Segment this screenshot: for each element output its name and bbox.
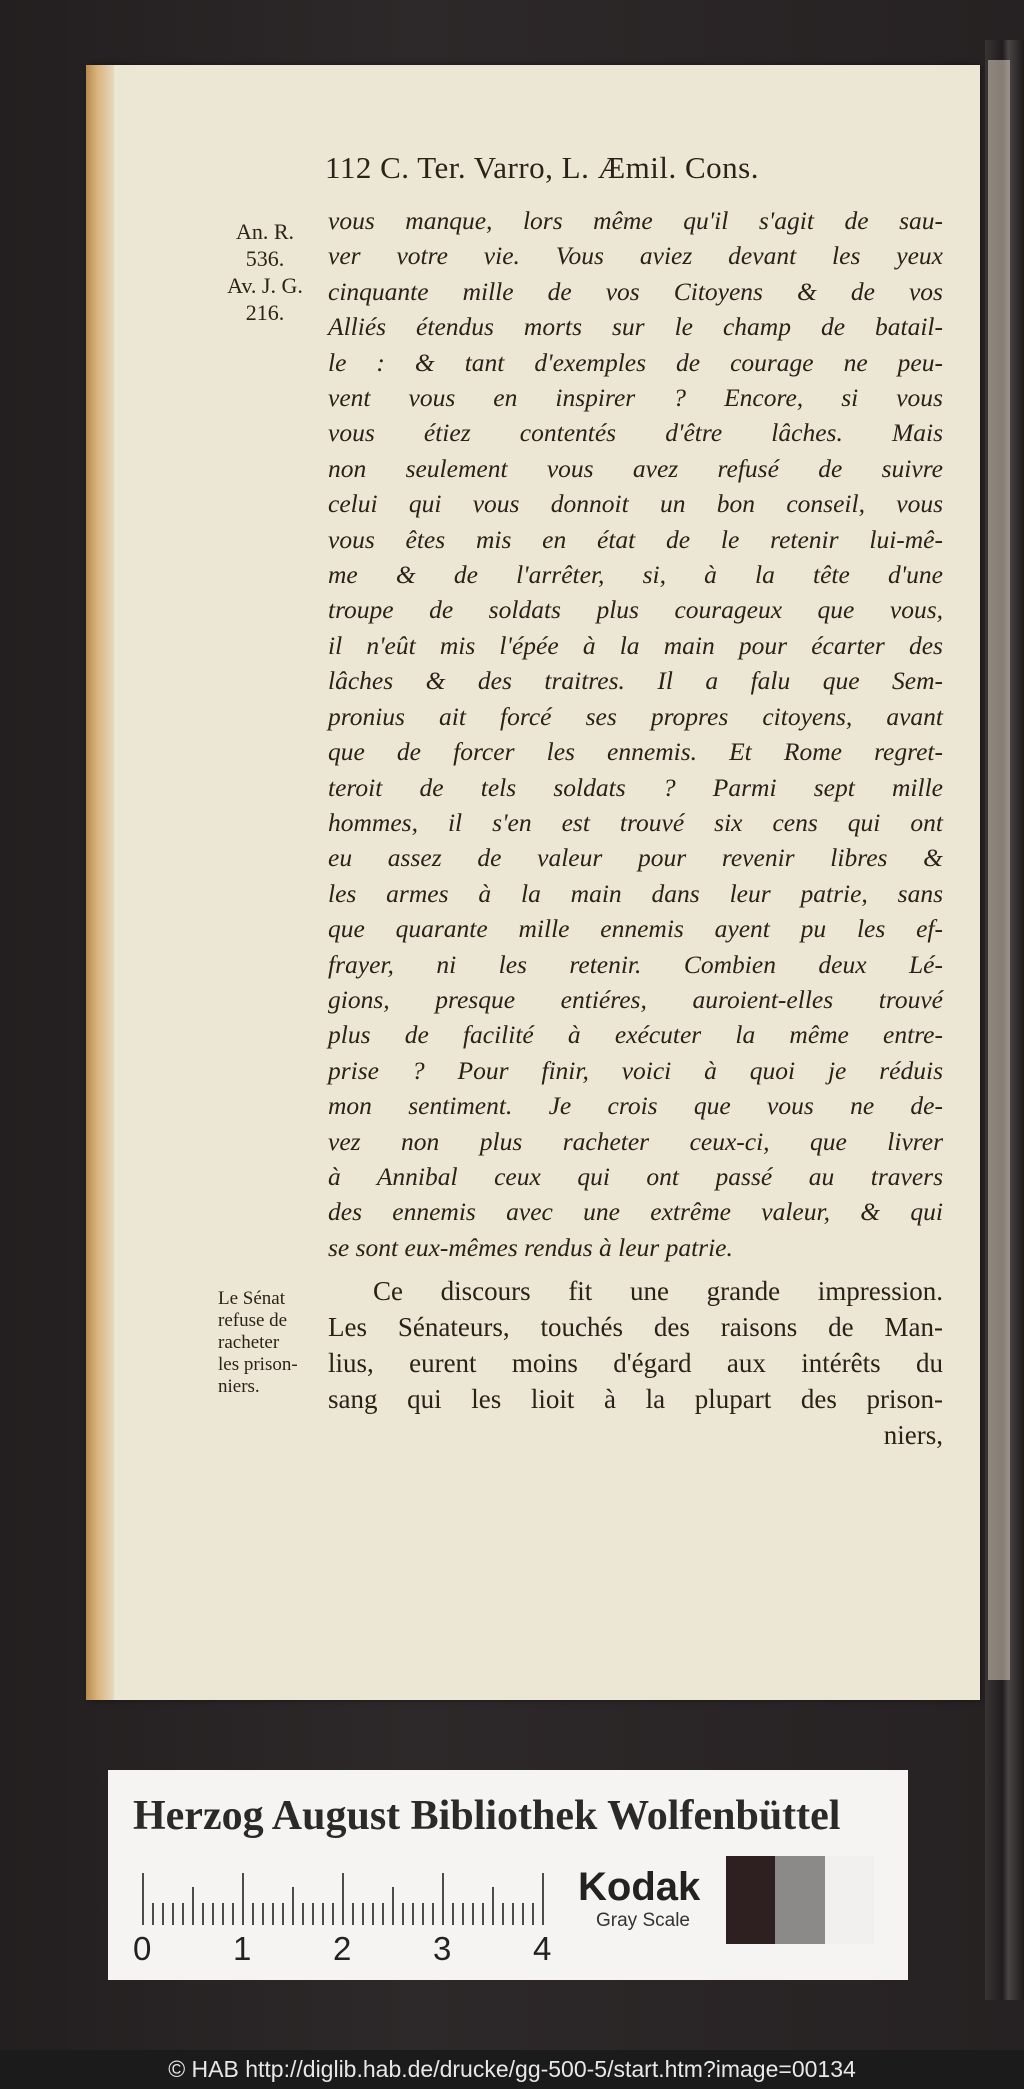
text-line: prise ? Pour finir, voici à quoi je réduis	[328, 1055, 943, 1085]
text-line: troupe de soldats plus courageux que vous,	[328, 595, 943, 625]
text-line: plus de facilité à exécuter la même entre-	[328, 1020, 943, 1050]
text-line: sang qui les lioit à la plupart des prison-	[328, 1384, 943, 1414]
text-line: me & de l'arrêter, si, à la tête d'une	[328, 560, 943, 590]
text-line: gions, presque entiéres, auroient-elles trouvé	[328, 984, 943, 1014]
text-line: refuse de	[218, 1310, 288, 1331]
text-line: hommes, il s'en est trouvé six cens qui ont	[328, 807, 943, 837]
text-line: lius, eurent moins d'égard aux intérêts du	[328, 1348, 943, 1378]
color-calibration-card	[108, 1770, 908, 1980]
ruler-number: 0	[133, 1930, 152, 1967]
text-line: à Annibal ceux qui ont passé au travers	[328, 1161, 943, 1191]
text-line: ver votre vie. Vous aviez devant les yeux	[328, 241, 943, 271]
text-line: vez non plus racheter ceux-ci, que livrer	[328, 1126, 943, 1156]
ruler-number: 2	[333, 1930, 352, 1967]
text-line: cinquante mille de vos Citoyens & de vos	[328, 276, 943, 306]
text-line: eu assez de valeur pour revenir libres &	[328, 843, 943, 873]
text-line: frayer, ni les retenir. Combien deux Lé-	[328, 949, 943, 979]
library-name: Herzog August Bibliothek Wolfenbüttel	[133, 1793, 841, 1839]
page-gutter-edge	[86, 65, 114, 1700]
italic-body-text	[328, 203, 943, 1265]
text-line: pronius ait forcé ses propres citoyens, avant	[328, 701, 943, 731]
margin-date-note: An. R. 536. Av. J. G. 216.	[227, 219, 303, 325]
ruler-scale	[138, 1870, 578, 1930]
text-line: mon sentiment. Je crois que vous ne de-	[328, 1091, 943, 1121]
text-line: il n'eût mis l'épée à la main pour écarter des	[328, 630, 943, 660]
text-line: que de forcer les ennemis. Et Rome regret-	[328, 737, 943, 767]
text-line: Ce discours fit une grande impression.	[373, 1276, 943, 1306]
running-head: 112 C. Ter. Varro, L. Æmil. Cons.	[325, 150, 759, 185]
ruler-number: 1	[233, 1930, 252, 1967]
text-line: vous êtes mis en état de le retenir lui-mê-	[328, 524, 943, 554]
text-line: vent vous en inspirer ? Encore, si vous	[328, 383, 943, 413]
text-line: Le Sénat	[218, 1288, 286, 1309]
margin-note-senat	[218, 1288, 326, 1398]
copyright-footer[interactable]: © HAB http://diglib.hab.de/drucke/gg-500-5/start.htm?image=00134	[0, 2050, 1024, 2089]
text-line: vous étiez contentés d'être lâches. Mais	[328, 418, 943, 448]
gray-scale-swatches	[726, 1856, 874, 1944]
ruler-number: 4	[533, 1930, 552, 1967]
text-line: lâches & des traitres. Il a falu que Sem-	[328, 666, 943, 696]
text-line: celui qui vous donnoit un bon conseil, vous	[328, 489, 943, 519]
text-line: vous manque, lors même qu'il s'agit de sau-	[328, 206, 943, 235]
text-line: niers.	[218, 1376, 260, 1397]
facing-page-strip	[988, 60, 1010, 1680]
kodak-logo: Kodak	[578, 1865, 701, 1909]
ruler-numbers	[133, 1930, 593, 1970]
gray-swatch	[775, 1856, 825, 1944]
text-line: le : & tant d'exemples de courage ne peu-	[328, 347, 943, 377]
gray-swatch	[726, 1856, 776, 1944]
text-line: Alliés étendus morts sur le champ de batail-	[328, 312, 943, 342]
gray-scale-label: Gray Scale	[596, 1910, 690, 1931]
text-line: non seulement vous avez refusé de suivre	[328, 453, 943, 483]
text-line: les prison-	[218, 1354, 298, 1375]
text-line: des ennemis avec une extrême valeur, & qui	[328, 1197, 943, 1227]
text-line: se sont eux-mêmes rendus à leur patrie.	[328, 1232, 733, 1262]
roman-body-text	[328, 1273, 943, 1453]
text-line: niers,	[883, 1420, 943, 1450]
text-line: que quarante mille ennemis ayent pu les ef-	[328, 914, 943, 944]
ruler-number: 3	[433, 1930, 452, 1967]
text-line: Les Sénateurs, touchés des raisons de Man-	[328, 1312, 943, 1342]
text-line: racheter	[218, 1332, 280, 1353]
text-line: les armes à la main dans leur patrie, sans	[328, 878, 943, 908]
text-line: teroit de tels soldats ? Parmi sept mille	[328, 772, 943, 802]
gray-swatch	[825, 1856, 875, 1944]
